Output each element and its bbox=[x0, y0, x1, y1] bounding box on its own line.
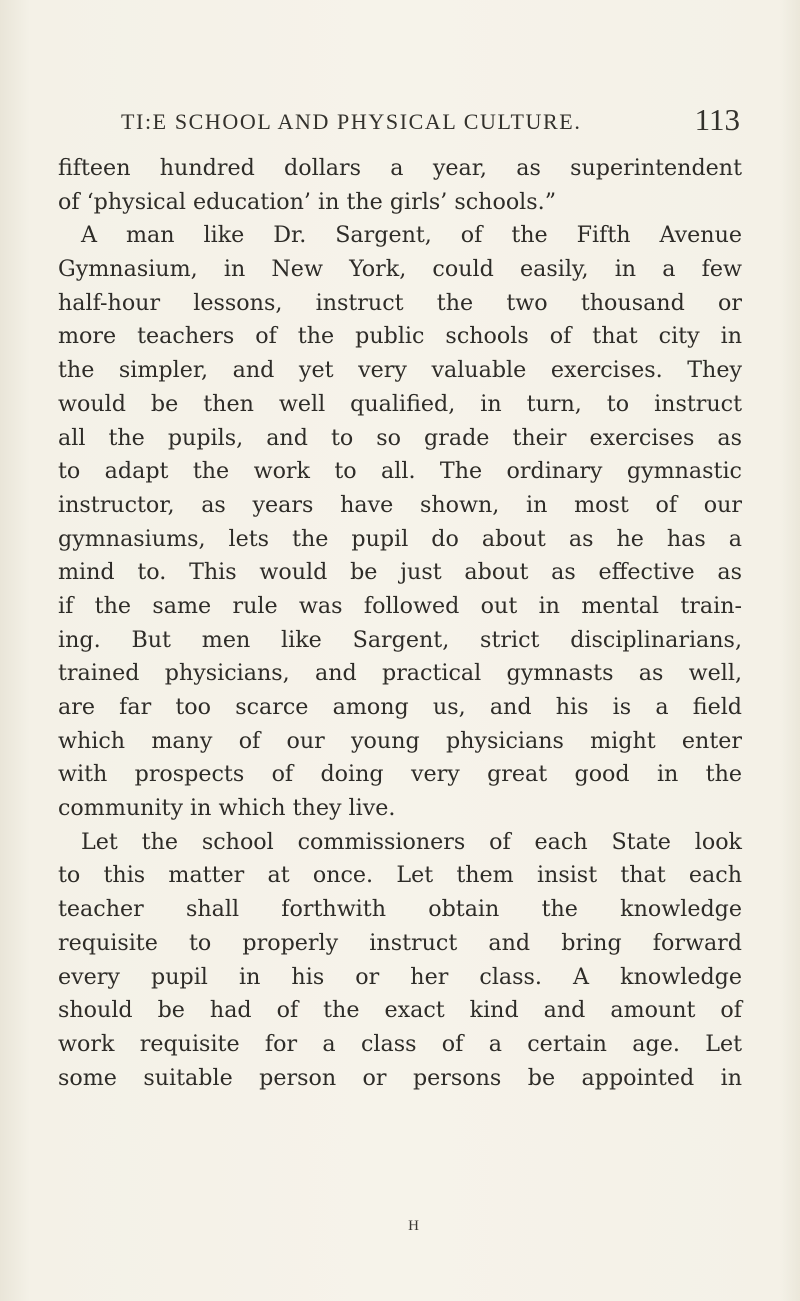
text-line: gymnasiums, lets the pupil do about as he has a bbox=[58, 525, 742, 552]
body-text bbox=[58, 152, 742, 1095]
text-line: fifteen hundred dollars a year, as superintendent bbox=[58, 155, 742, 181]
text-line: Gymnasium, in New York, could easily, in a few bbox=[58, 256, 742, 283]
text-line: mind to. This would be just about as effective as bbox=[58, 559, 742, 586]
text-line: Let the school commissioners of each State look bbox=[81, 828, 742, 855]
text-line: half-hour lessons, instruct the two thousand or bbox=[58, 289, 742, 316]
text-line: to adapt the work to all. The ordinary gymnastic bbox=[58, 458, 742, 485]
text-line: ing. But men like Sargent, strict disciplinarians, bbox=[58, 626, 742, 653]
signature-letter: H bbox=[408, 1218, 420, 1234]
running-head bbox=[88, 100, 740, 140]
page-number: 113 bbox=[694, 102, 740, 137]
text-line: community in which they live. bbox=[58, 795, 396, 822]
text-line: work requisite for a class of a certain age. Let bbox=[58, 1030, 742, 1057]
text-line: teacher shall forthwith obtain the knowledge bbox=[58, 896, 742, 923]
text-line: are far too scarce among us, and his is a field bbox=[58, 694, 742, 720]
signature-mark bbox=[0, 1218, 800, 1235]
text-line: every pupil in his or her class. A knowledge bbox=[58, 963, 742, 990]
text-line: which many of our young physicians might enter bbox=[58, 727, 742, 754]
text-line: should be had of the exact kind and amount of bbox=[58, 997, 742, 1024]
text-line: instructor, as years have shown, in most of our bbox=[58, 491, 742, 518]
text-line: some suitable person or persons be appointed in bbox=[58, 1064, 742, 1091]
running-title: TI:E SCHOOL AND PHYSICAL CULTURE. bbox=[121, 109, 582, 134]
text-line: with prospects of doing very great good in the bbox=[58, 761, 742, 788]
text-line: requisite to properly instruct and bring forward bbox=[58, 929, 742, 956]
text-line: to this matter at once. Let them insist that each bbox=[58, 862, 742, 889]
text-line: more teachers of the public schools of that city in bbox=[58, 323, 742, 350]
text-line: trained physicians, and practical gymnasts as well, bbox=[58, 660, 742, 687]
text-line: if the same rule was followed out in mental train- bbox=[58, 592, 742, 619]
text-line: all the pupils, and to so grade their exercises as bbox=[58, 424, 742, 451]
text-line: A man like Dr. Sargent, of the Fifth Avenue bbox=[81, 222, 742, 249]
text-line: of ‘physical education’ in the girls’ schools.” bbox=[58, 188, 557, 215]
text-line: the simpler, and yet very valuable exercises. They bbox=[58, 357, 742, 384]
text-line: would be then well qualified, in turn, to instruct bbox=[58, 390, 742, 417]
